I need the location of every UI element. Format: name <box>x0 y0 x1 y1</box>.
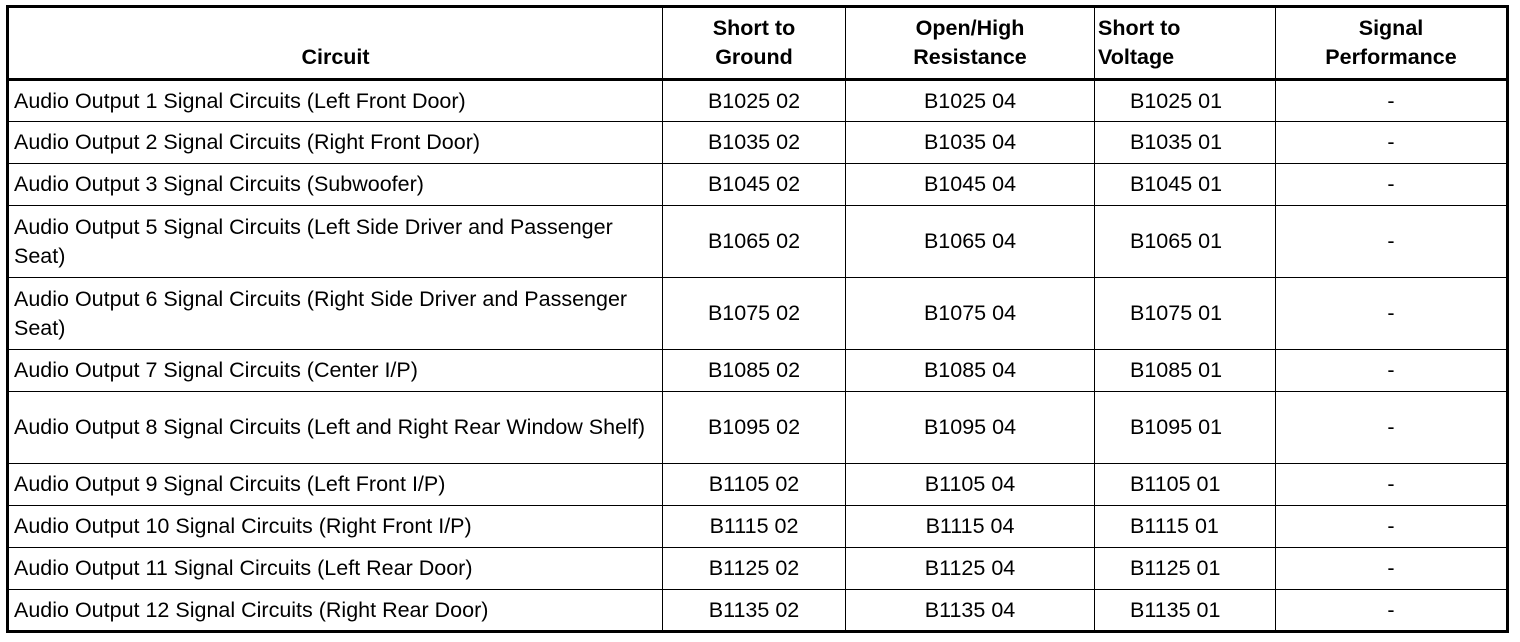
short-to-ground-cell: B1025 02 <box>663 80 846 122</box>
signal-performance-cell: - <box>1276 548 1508 590</box>
header-row <box>8 7 1508 80</box>
table-body <box>8 80 1508 632</box>
table-row <box>8 122 1508 164</box>
header-circuit-label: Circuit <box>301 45 370 69</box>
open-high-resistance-cell: B1045 04 <box>846 164 1095 206</box>
table-row <box>8 548 1508 590</box>
header-short-to-voltage-line1: Short to <box>1098 16 1181 40</box>
circuit-cell: Audio Output 2 Signal Circuits (Right Front Door) <box>8 122 663 164</box>
header-signal-performance-line2: Performance <box>1325 45 1457 69</box>
open-high-resistance-cell: B1065 04 <box>846 206 1095 278</box>
header-short-to-voltage <box>1095 7 1276 80</box>
signal-performance-cell: - <box>1276 80 1508 122</box>
circuit-cell: Audio Output 8 Signal Circuits (Left and Right Rear Window Shelf) <box>8 392 663 464</box>
short-to-voltage-cell: B1115 01 <box>1095 506 1276 548</box>
open-high-resistance-cell: B1085 04 <box>846 350 1095 392</box>
open-high-resistance-cell: B1115 04 <box>846 506 1095 548</box>
signal-performance-cell: - <box>1276 122 1508 164</box>
table-row <box>8 206 1508 278</box>
header-open-high-resistance-line2: Resistance <box>913 45 1027 69</box>
short-to-ground-cell: B1085 02 <box>663 350 846 392</box>
short-to-voltage-cell: B1035 01 <box>1095 122 1276 164</box>
open-high-resistance-cell: B1125 04 <box>846 548 1095 590</box>
table-header <box>8 7 1508 80</box>
circuit-cell: Audio Output 6 Signal Circuits (Right Side Driver and Passenger Seat) <box>8 278 663 350</box>
dtc-table <box>6 5 1509 633</box>
table-row <box>8 392 1508 464</box>
circuit-cell: Audio Output 10 Signal Circuits (Right Front I/P) <box>8 506 663 548</box>
short-to-ground-cell: B1045 02 <box>663 164 846 206</box>
header-short-to-voltage-line2: Voltage <box>1098 45 1175 69</box>
table-row <box>8 164 1508 206</box>
short-to-voltage-cell: B1105 01 <box>1095 464 1276 506</box>
short-to-voltage-cell: B1065 01 <box>1095 206 1276 278</box>
circuit-cell: Audio Output 1 Signal Circuits (Left Front Door) <box>8 80 663 122</box>
signal-performance-cell: - <box>1276 506 1508 548</box>
header-open-high-resistance <box>846 7 1095 80</box>
header-short-to-ground <box>663 7 846 80</box>
short-to-voltage-cell: B1025 01 <box>1095 80 1276 122</box>
short-to-ground-cell: B1035 02 <box>663 122 846 164</box>
header-short-to-ground-line1: Short to <box>712 16 796 40</box>
signal-performance-cell: - <box>1276 464 1508 506</box>
table-row <box>8 350 1508 392</box>
circuit-cell: Audio Output 5 Signal Circuits (Left Side Driver and Passenger Seat) <box>8 206 663 278</box>
header-signal-performance <box>1276 7 1508 80</box>
circuit-cell: Audio Output 9 Signal Circuits (Left Front I/P) <box>8 464 663 506</box>
short-to-voltage-cell: B1085 01 <box>1095 350 1276 392</box>
signal-performance-cell: - <box>1276 590 1508 632</box>
signal-performance-cell: - <box>1276 278 1508 350</box>
short-to-voltage-cell: B1075 01 <box>1095 278 1276 350</box>
short-to-ground-cell: B1095 02 <box>663 392 846 464</box>
header-circuit <box>8 7 663 80</box>
circuit-cell: Audio Output 11 Signal Circuits (Left Rear Door) <box>8 548 663 590</box>
short-to-voltage-cell: B1125 01 <box>1095 548 1276 590</box>
circuit-cell: Audio Output 7 Signal Circuits (Center I/P) <box>8 350 663 392</box>
open-high-resistance-cell: B1135 04 <box>846 590 1095 632</box>
signal-performance-cell: - <box>1276 164 1508 206</box>
short-to-ground-cell: B1135 02 <box>663 590 846 632</box>
table-row <box>8 80 1508 122</box>
short-to-voltage-cell: B1095 01 <box>1095 392 1276 464</box>
header-open-high-resistance-line1: Open/High <box>915 16 1025 40</box>
header-short-to-ground-line2: Ground <box>715 45 793 69</box>
open-high-resistance-cell: B1075 04 <box>846 278 1095 350</box>
open-high-resistance-cell: B1105 04 <box>846 464 1095 506</box>
signal-performance-cell: - <box>1276 206 1508 278</box>
table-row <box>8 590 1508 632</box>
table-row <box>8 464 1508 506</box>
table-row <box>8 506 1508 548</box>
circuit-cell: Audio Output 12 Signal Circuits (Right Rear Door) <box>8 590 663 632</box>
open-high-resistance-cell: B1025 04 <box>846 80 1095 122</box>
short-to-voltage-cell: B1135 01 <box>1095 590 1276 632</box>
short-to-ground-cell: B1125 02 <box>663 548 846 590</box>
open-high-resistance-cell: B1035 04 <box>846 122 1095 164</box>
table-row <box>8 278 1508 350</box>
short-to-ground-cell: B1065 02 <box>663 206 846 278</box>
circuit-cell: Audio Output 3 Signal Circuits (Subwoofer) <box>8 164 663 206</box>
short-to-voltage-cell: B1045 01 <box>1095 164 1276 206</box>
open-high-resistance-cell: B1095 04 <box>846 392 1095 464</box>
header-signal-performance-line1: Signal <box>1358 16 1424 40</box>
short-to-ground-cell: B1115 02 <box>663 506 846 548</box>
short-to-ground-cell: B1075 02 <box>663 278 846 350</box>
signal-performance-cell: - <box>1276 350 1508 392</box>
short-to-ground-cell: B1105 02 <box>663 464 846 506</box>
signal-performance-cell: - <box>1276 392 1508 464</box>
